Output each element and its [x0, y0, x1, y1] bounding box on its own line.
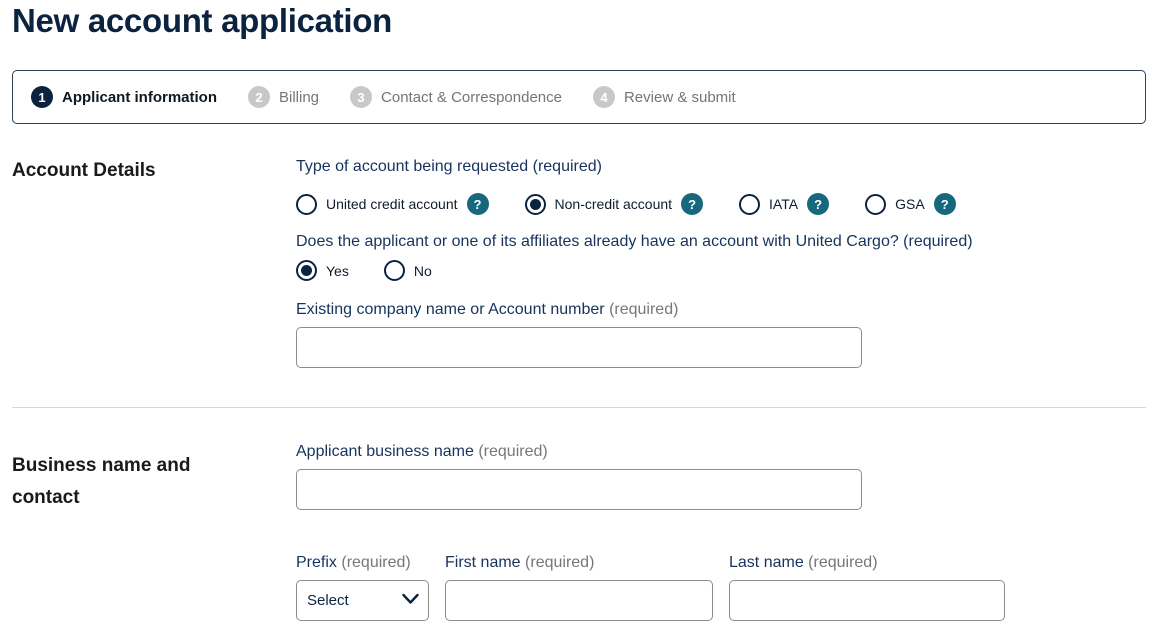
radio-selected-icon[interactable]	[296, 260, 317, 281]
account-type-label: Type of account being requested (required)	[296, 158, 602, 175]
account-type-radio-group	[296, 193, 956, 215]
step-4-number-badge: 4	[593, 86, 615, 108]
radio-option-label: Non-credit account	[554, 196, 673, 212]
help-icon[interactable]: ?	[934, 193, 956, 215]
radio-unselected-icon[interactable]	[384, 260, 405, 281]
prefix-label: Prefix (required)	[296, 554, 411, 571]
page-title: New account application	[12, 2, 392, 39]
radio-unselected-icon[interactable]	[865, 194, 886, 215]
last-name-input[interactable]	[729, 580, 1005, 621]
section-divider	[12, 407, 1146, 408]
step-billing[interactable]	[248, 86, 319, 108]
prefix-select-wrap	[296, 580, 429, 621]
radio-selected-icon[interactable]	[525, 194, 546, 215]
help-icon[interactable]: ?	[681, 193, 703, 215]
radio-option-united-credit-account[interactable]	[296, 193, 489, 215]
step-2-number-badge: 2	[248, 86, 270, 108]
section-heading-account-details: Account Details	[12, 160, 156, 181]
existing-company-label: Existing company name or Account number (required)	[296, 301, 679, 318]
radio-option-label: No	[413, 262, 432, 279]
existing-account-question-label: Does the applicant or one of its affiliates already have an account with United Cargo? (required)	[296, 233, 973, 250]
radio-option-label: GSA	[895, 196, 925, 212]
radio-option-label: United credit account	[326, 196, 458, 212]
stepper	[12, 70, 1146, 124]
step-1-label: Applicant information	[62, 88, 217, 106]
last-name-label: Last name (required)	[729, 554, 878, 571]
required-hint: (required)	[609, 301, 679, 318]
step-contact-correspondence[interactable]	[350, 86, 562, 108]
help-icon[interactable]: ?	[467, 193, 489, 215]
step-2-label: Billing	[279, 88, 320, 106]
prefix-select[interactable]	[296, 580, 429, 621]
step-3-number-badge: 3	[350, 86, 372, 108]
first-name-input[interactable]	[445, 580, 713, 621]
required-hint: (required)	[478, 443, 548, 460]
required-hint: (required)	[808, 554, 878, 571]
first-name-label: First name (required)	[445, 554, 595, 571]
step-review-submit[interactable]	[593, 86, 736, 108]
radio-option-gsa[interactable]	[865, 193, 956, 215]
radio-option-iata[interactable]	[739, 193, 829, 215]
radio-unselected-icon[interactable]	[739, 194, 760, 215]
business-name-input[interactable]	[296, 469, 862, 510]
section-heading-business-contact: Business name and contact	[12, 455, 191, 508]
radio-option-no[interactable]	[384, 260, 432, 281]
required-hint: (required)	[341, 554, 411, 571]
radio-option-label: Yes	[326, 262, 349, 279]
radio-option-non-credit-account[interactable]	[525, 193, 704, 215]
step-3-label: Contact & Correspondence	[381, 88, 562, 106]
radio-option-label: IATA	[769, 196, 799, 212]
step-1-number-badge: 1	[31, 86, 53, 108]
step-applicant-information[interactable]	[31, 86, 217, 108]
help-icon[interactable]: ?	[807, 193, 829, 215]
radio-unselected-icon[interactable]	[296, 194, 317, 215]
radio-option-yes[interactable]	[296, 260, 349, 281]
business-name-label: Applicant business name (required)	[296, 443, 548, 460]
step-4-label: Review & submit	[623, 88, 736, 106]
existing-company-input[interactable]	[296, 327, 862, 368]
required-hint: (required)	[525, 554, 595, 571]
existing-account-radio-group	[296, 260, 432, 281]
